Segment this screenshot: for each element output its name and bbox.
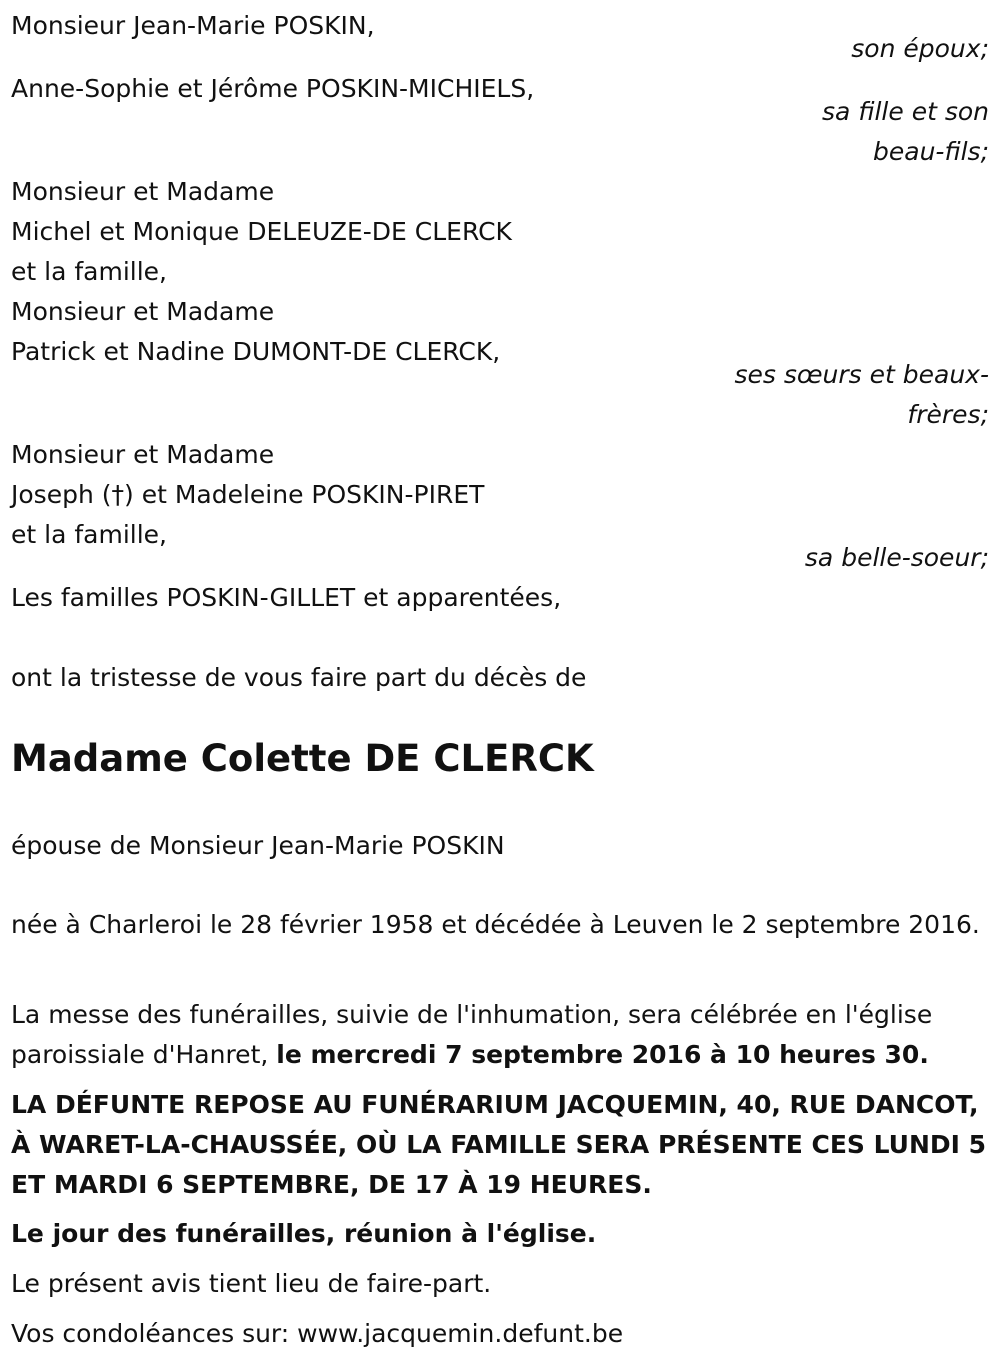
condolences-link[interactable]: Vos condoléances sur: www.jacquemin.defunt.be <box>11 1319 624 1348</box>
family-sisters-3: et la famille, <box>11 257 167 286</box>
family-sisters-5: Patrick et Nadine DUMONT-DE CLERCK, <box>11 337 501 366</box>
family-sisters-1: Monsieur et Madame <box>11 177 275 206</box>
role-spouse: son époux; <box>851 34 989 63</box>
family-daughter: Anne-Sophie et Jérôme POSKIN-MICHIELS, <box>11 74 535 103</box>
role-daughter-a: sa fille et son <box>822 97 989 126</box>
mass-date: le mercredi 7 septembre 2016 à 10 heures 30. <box>276 1040 929 1069</box>
family-sister-in-law-3: et la famille, <box>11 520 167 549</box>
family-spouse: Monsieur Jean-Marie POSKIN, <box>11 11 375 40</box>
family-sister-in-law-1: Monsieur et Madame <box>11 440 275 469</box>
deceased-name: Madame Colette DE CLERCK <box>11 737 594 780</box>
role-daughter-b: beau-fils; <box>873 137 989 166</box>
mass-paragraph <box>11 995 989 1075</box>
notice-text: Le présent avis tient lieu de faire-part. <box>11 1269 492 1298</box>
repose-text: LA DÉFUNTE REPOSE AU FUNÉRARIUM JACQUEMIN, 40, RUE DANCOT, À WARET-LA-CHAUSSÉE, OÙ LA FAMILLE SERA PRÉSENTE CES LUNDI 5 ET MARDI 6 SEPTEMBRE, DE 17 À 19 HEURES. <box>11 1090 987 1199</box>
spouse-line: épouse de Monsieur Jean-Marie POSKIN <box>11 831 505 860</box>
mass-text: La messe des funérailles, suivie de l'inhumation, sera célébrée en l'église paroissiale d'Hanret, <box>11 1000 933 1069</box>
role-sisters-a: ses sœurs et beaux- <box>734 360 989 389</box>
family-sisters-4: Monsieur et Madame <box>11 297 275 326</box>
meeting-text: Le jour des funérailles, réunion à l'église. <box>11 1219 597 1248</box>
announcement-intro: ont la tristesse de vous faire part du décès de <box>11 663 587 692</box>
role-sisters-b: frères; <box>907 400 989 429</box>
family-relatives: Les familles POSKIN-GILLET et apparentées, <box>11 583 562 612</box>
family-sisters-2: Michel et Monique DELEUZE-DE CLERCK <box>11 217 512 246</box>
birth-death-text: née à Charleroi le 28 février 1958 et décédée à Leuven le 2 septembre 2016. <box>11 910 980 939</box>
family-sister-in-law-2: Joseph (†) et Madeleine POSKIN-PIRET <box>11 480 485 509</box>
role-sister-in-law: sa belle-soeur; <box>804 543 989 572</box>
